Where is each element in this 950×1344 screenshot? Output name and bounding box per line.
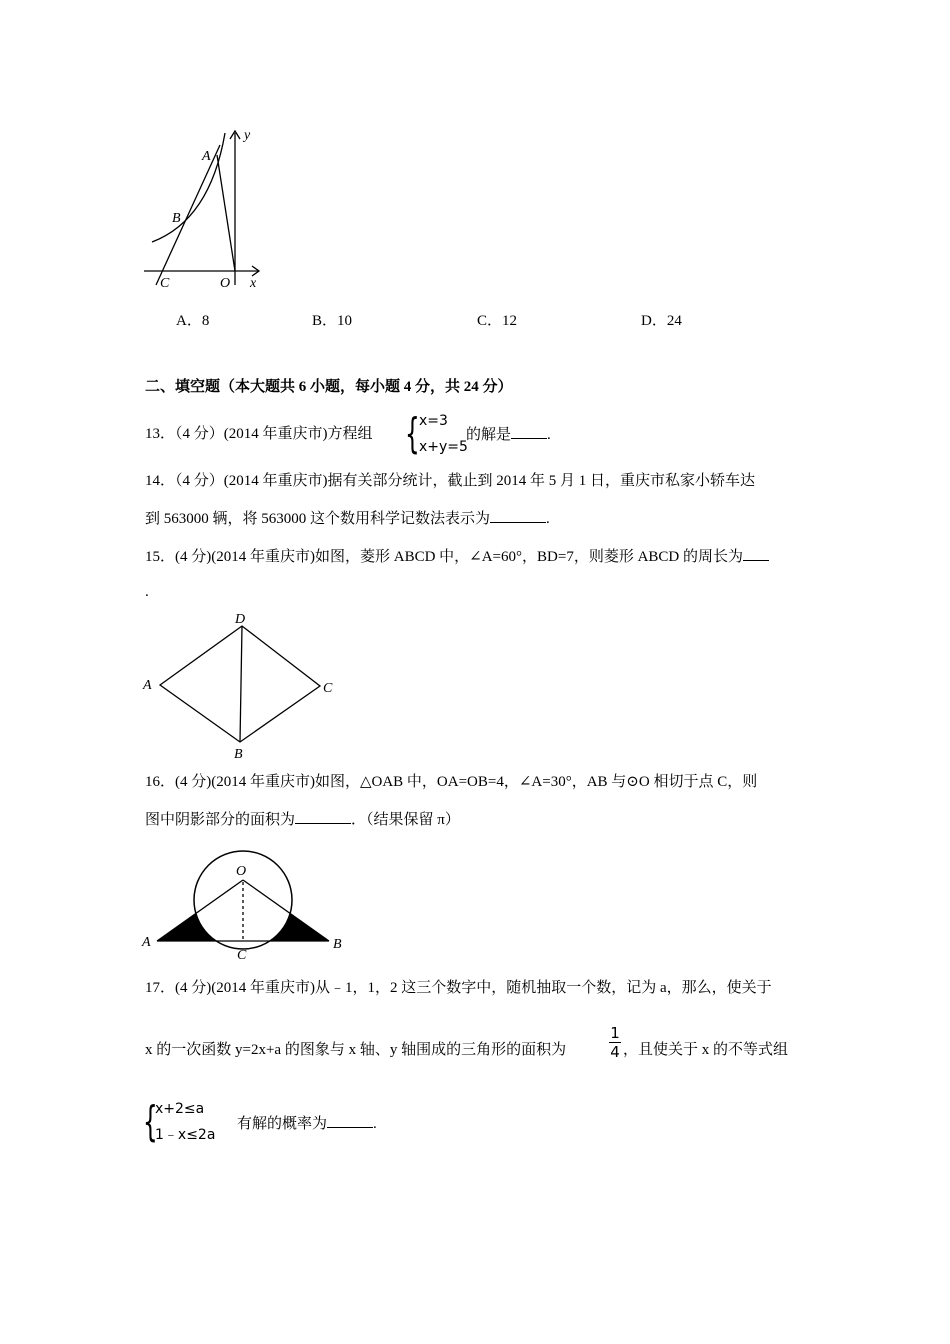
q17-line3-text: 有解的概率为 [237, 1116, 328, 1132]
label-a: A [143, 678, 152, 693]
section-title: 二、填空题（本大题共 6 小题，每小题 4 分，共 24 分） [145, 379, 513, 395]
q17-line3 [237, 1113, 377, 1134]
q17-ineq1: x+2≤a [155, 1101, 205, 1117]
choice-a: A．8 [176, 313, 210, 329]
label-a: A [202, 149, 211, 164]
q16-line2-text: 图中阴影部分的面积为 [145, 812, 296, 828]
q13-suffix [466, 424, 551, 445]
function-graph-figure [140, 125, 270, 295]
rhombus-figure [140, 608, 340, 763]
segment-a-o [217, 155, 235, 271]
label-o: O [220, 276, 231, 291]
q16-line2 [145, 809, 460, 830]
choice-c: C．12 [477, 313, 518, 329]
label-b: B [333, 937, 342, 952]
q13-eq2: x+y=5 [419, 439, 468, 455]
q17-end: . [373, 1116, 377, 1132]
q14-line2 [145, 508, 550, 529]
q15-line1-text: 15．(4 分)(2014 年重庆市)如图，菱形 ABCD 中，∠A=60°，BD=7，则菱形 ABCD 的周长为 [145, 549, 743, 565]
label-c: C [237, 948, 247, 963]
answer-blank[interactable] [327, 1113, 373, 1128]
q13-suffix-text: 的解是 [466, 427, 512, 443]
q15-line2: . [145, 584, 149, 600]
fraction-denominator: 4 [610, 1043, 620, 1061]
q17-brace: { [143, 1097, 158, 1146]
label-b: B [172, 211, 181, 226]
label-b: B [234, 747, 243, 762]
q14-line2-text: 到 563000 辆，将 563000 这个数用科学记数法表示为 [145, 511, 491, 527]
diagonal-bd [240, 626, 242, 742]
choice-b: B．10 [312, 313, 353, 329]
q17-line1: 17．(4 分)(2014 年重庆市)从﹣1，1，2 这三个数字中，随机抽取一个数，记为 a，那么，使关于 [145, 980, 772, 996]
label-y: y [244, 128, 251, 143]
label-o: O [236, 864, 247, 879]
hyperbola-curve [152, 133, 225, 242]
answer-blank[interactable] [490, 508, 546, 523]
label-a: A [142, 935, 151, 950]
label-c: C [323, 681, 333, 696]
answer-blank[interactable] [295, 809, 351, 824]
q16-line1: 16．(4 分)(2014 年重庆市)如图，△OAB 中，OA=OB=4，∠A=30°，AB 与⊙O 相切于点 C，则 [145, 774, 758, 790]
q17-line2a: x 的一次函数 y=2x+a 的图象与 x 轴、y 轴围成的三角形的面积为 [145, 1042, 567, 1058]
choice-d: D．24 [641, 313, 682, 329]
q15-line1 [145, 546, 769, 567]
fraction-one-quarter [608, 1024, 622, 1061]
label-c: C [160, 276, 170, 291]
q13-eq1: x=3 [419, 413, 448, 429]
q17-ineq2: 1﹣x≤2a [155, 1127, 216, 1143]
label-x: x [250, 276, 257, 291]
q17-line2b: ，且使关于 x 的不等式组 [623, 1042, 789, 1058]
answer-blank[interactable] [743, 546, 769, 561]
q14-line1: 14．（4 分）(2014 年重庆市)据有关部分统计，截止到 2014 年 5 月 1 日，重庆市私家小轿车达 [145, 473, 755, 489]
line-through-a-b-c [156, 145, 220, 285]
q13-brace: { [405, 409, 420, 458]
q13-end: . [547, 427, 551, 443]
q14-end: . [546, 511, 550, 527]
label-d: D [235, 612, 246, 627]
q16-line2b: ．（结果保留 π） [351, 812, 460, 828]
answer-blank[interactable] [511, 424, 547, 439]
circle-tangent-figure [140, 842, 350, 964]
fraction-numerator: 1 [610, 1024, 620, 1042]
q13-prefix: 13．（4 分）(2014 年重庆市)方程组 [145, 426, 373, 442]
